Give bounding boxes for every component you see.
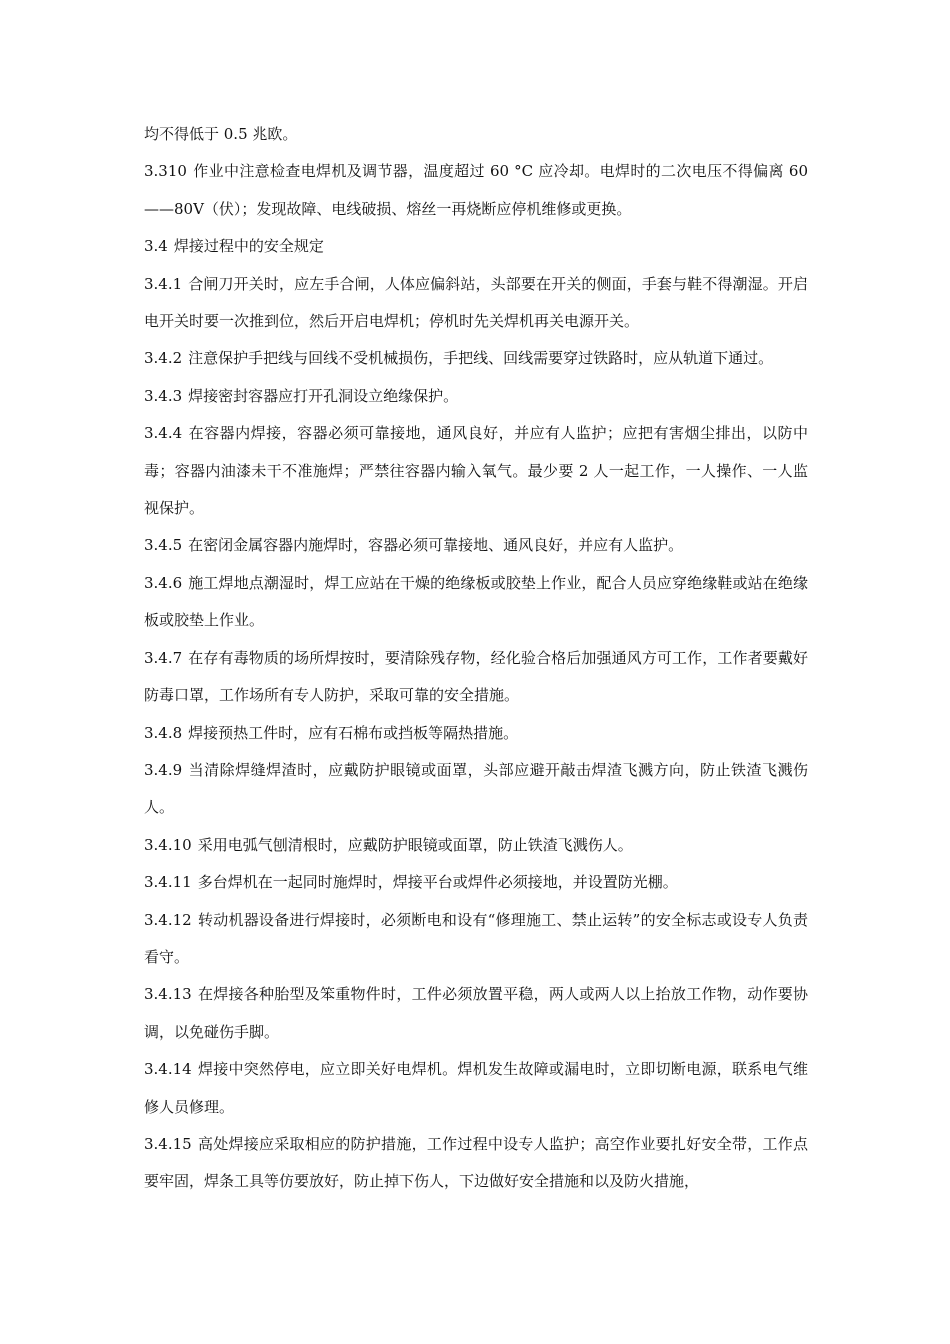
paragraph-text: 在密闭金属容器内施焊时，容器必须可靠接地、通风良好，并应有人监护。 (188, 536, 684, 555)
paragraph-text: 转动机器设备进行焊接时，必须断电和设有“修理施工、禁止运转”的安全标志或设专人负责看守。 (144, 910, 808, 966)
paragraph-3-4-7 (144, 640, 808, 715)
paragraph-3-4-4 (144, 415, 808, 527)
paragraph-3-4-13 (144, 976, 808, 1051)
clause-number: 3.4.6 (144, 573, 183, 592)
paragraph-text: 当清除焊缝焊渣时，应戴防护眼镜或面罩，头部应避开敲击焊渣飞溅方向，防止铁渣飞溅伤人。 (144, 760, 808, 817)
paragraph-text: 在焊接各种胎型及笨重物件时，工件必须放置平稳，两人或两人以上抬放工作物，动作要协调，以免碰伤手脚。 (144, 985, 808, 1041)
clause-number: 3.4.5 (144, 536, 183, 555)
paragraph-text: 在容器内焊接，容器必须可靠接地，通风良好，并应有人监护；应把有害烟尘排出，以防中毒；容器内油漆未干不准施焊；严禁往容器内输入氧气。最少要 2 人一起工作，一人操作、一人监视保护。 (144, 424, 808, 518)
clause-number: 3.310 (144, 162, 187, 181)
clause-number: 3.4.7 (144, 648, 183, 667)
paragraph-3-4-8 (144, 715, 808, 752)
clause-number: 3.4.13 (144, 985, 192, 1004)
paragraph-text: 在存有毒物质的场所焊按时，要清除残存物，经化验合格后加强通风方可工作，工作者要戴好防毒口罩，工作场所有专人防护，采取可靠的安全措施。 (144, 648, 808, 705)
clause-number: 3.4.9 (144, 760, 183, 779)
paragraph-3-4-11 (144, 864, 808, 901)
paragraph-text: 施工焊地点潮湿时，焊工应站在干燥的绝缘板或胶垫上作业，配合人员应穿绝缘鞋或站在绝缘板或胶垫上作业。 (144, 573, 808, 630)
clause-number: 3.4.14 (144, 1060, 192, 1079)
paragraph-text: 注意保护手把线与回线不受机械损伤，手把线、回线需要穿过铁路时，应从轨道下通过。 (188, 349, 774, 368)
paragraph-text: 焊接预热工件时，应有石棉布或挡板等隔热措施。 (188, 723, 519, 742)
paragraph-3-4-2 (144, 340, 808, 377)
paragraph-text: 作业中注意检查电焊机及调节器，温度超过 60 °C 应冷却。电焊时的二次电压不得偏离 60——80V（伏）；发现故障、电线破损、熔丝一再烧断应停机维修或更换。 (144, 162, 808, 218)
paragraph-3-4-5 (144, 527, 808, 564)
clause-number: 3.4.15 (144, 1134, 192, 1153)
paragraph-text: 合闸刀开关时，应左手合闸，人体应偏斜站，头部要在开关的侧面，手套与鞋不得潮湿。开启电开关时要一次推到位，然后开启电焊机；停机时先关焊机再关电源开关。 (144, 274, 808, 331)
paragraph-3-4-10 (144, 827, 808, 864)
paragraph-text: 采用电弧气刨清根时，应戴防护眼镜或面罩，防止铁渣飞溅伤人。 (197, 835, 633, 854)
section-number: 3.4 (144, 237, 168, 256)
paragraph-3-4-14 (144, 1051, 808, 1126)
section-heading-3-4 (144, 228, 808, 265)
paragraph-continuation (144, 116, 808, 153)
paragraph-text: 多台焊机在一起同时施焊时，焊接平台或焊件必须接地，并设置防光棚。 (197, 873, 678, 892)
clause-number: 3.4.12 (144, 910, 192, 929)
paragraph-3-4-12 (144, 902, 808, 977)
section-title: 焊接过程中的安全规定 (173, 237, 324, 256)
paragraph-3-4-1 (144, 266, 808, 341)
clause-number: 3.4.8 (144, 723, 183, 742)
paragraph-text: 均不得低于 0.5 兆欧。 (144, 125, 298, 143)
clause-number: 3.4.2 (144, 349, 183, 368)
clause-number: 3.4.10 (144, 835, 192, 854)
document-body (144, 116, 808, 1201)
clause-number: 3.4.11 (144, 873, 192, 892)
paragraph-3-4-15 (144, 1126, 808, 1201)
paragraph-text: 高处焊接应采取相应的防护措施，工作过程中设专人监护；高空作业要扎好安全带，工作点要牢固，焊条工具等仿要放好，防止掉下伤人，下边做好安全措施和以及防火措施， (144, 1134, 808, 1191)
paragraph-3-310 (144, 153, 808, 228)
clause-number: 3.4.1 (144, 274, 183, 293)
paragraph-3-4-3 (144, 378, 808, 415)
paragraph-3-4-9 (144, 752, 808, 827)
clause-number: 3.4.4 (144, 424, 183, 443)
paragraph-text: 焊接密封容器应打开孔洞设立绝缘保护。 (188, 386, 459, 405)
clause-number: 3.4.3 (144, 386, 183, 405)
paragraph-3-4-6 (144, 565, 808, 640)
paragraph-text: 焊接中突然停电，应立即关好电焊机。焊机发生故障或漏电时，立即切断电源，联系电气维修人员修理。 (144, 1060, 808, 1116)
